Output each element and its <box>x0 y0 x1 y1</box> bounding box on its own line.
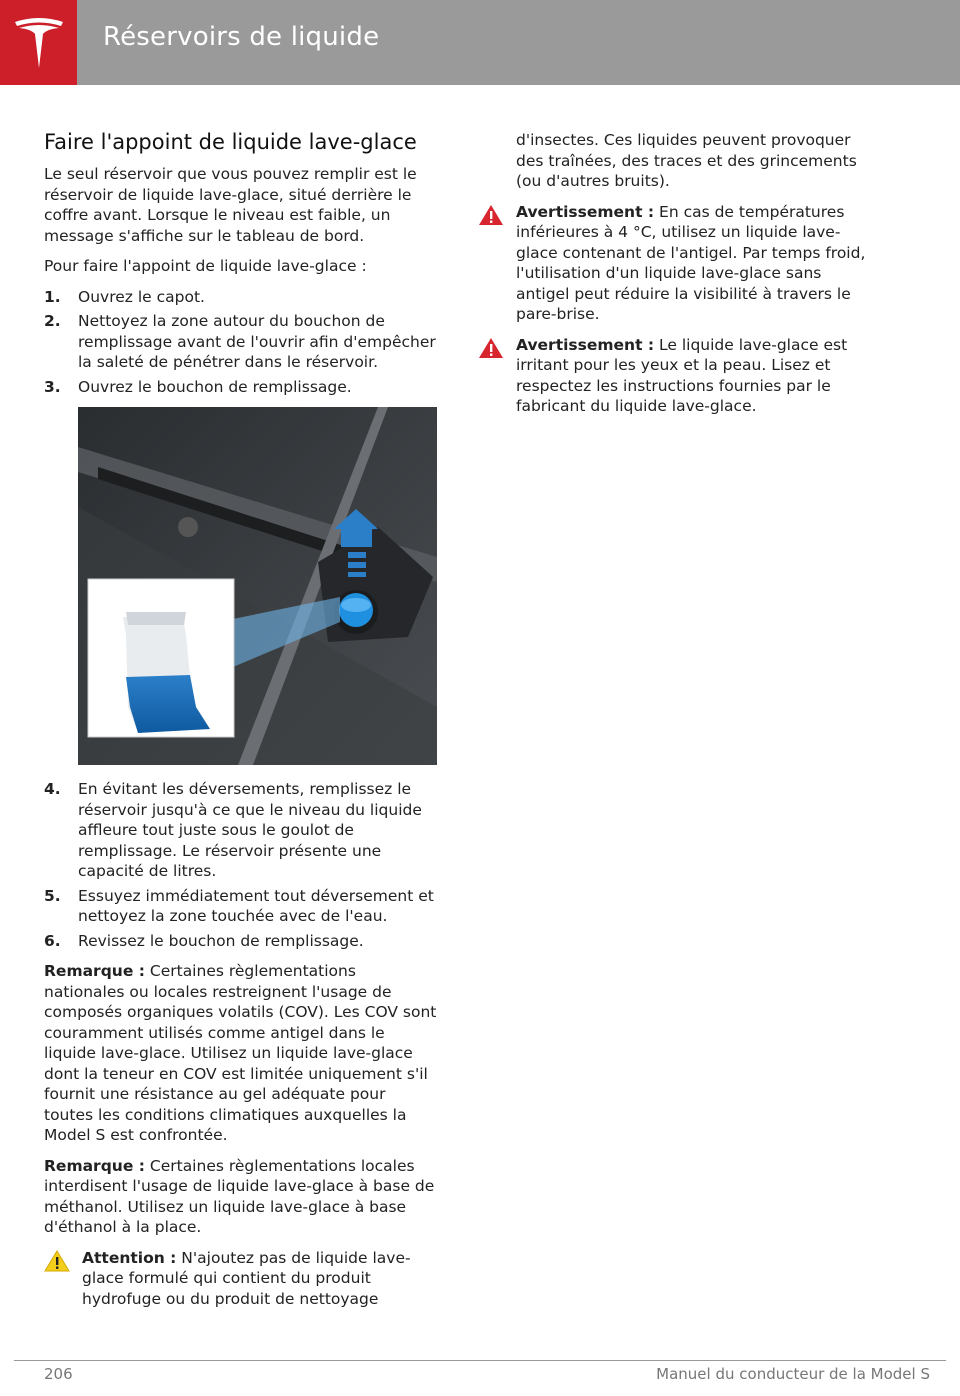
warning-text: En cas de températures inférieures à 4 °C, utilisez un liquide lave-glace contenant de l'antigel. Par temps froid, l'utilisation d'un liquide lave-glace sans antigel peut réduire la visibilité à travers le pare-brise. <box>516 202 866 323</box>
step-text: Revissez le bouchon de remplissage. <box>78 931 364 950</box>
page-title: Réservoirs de liquide <box>103 22 380 52</box>
tesla-logo-icon <box>13 16 65 70</box>
footer-title: Manuel du conducteur de la Model S <box>656 1365 930 1383</box>
step-text: Essuyez immédiatement tout déversement et nettoyez la zone touchée avec de l'eau. <box>78 886 434 925</box>
continued-text: d'insectes. Ces liquides peuvent provoquer des traînées, des traces et des grincements (ou d'autres bruits). <box>516 131 857 190</box>
step-number: 4. <box>44 780 61 798</box>
warning-triangle-icon <box>478 335 516 417</box>
footer-divider <box>14 1360 946 1361</box>
list-item <box>44 931 439 952</box>
washer-reservoir-illustration <box>78 407 437 765</box>
list-item <box>44 311 439 373</box>
list-item <box>44 377 439 398</box>
note-text: Certaines règlementations nationales ou locales restreignent l'usage de composés organiques volatils (COV). Les COV sont couramment utilisés comme antigel dans le liquide lave-glace. Utilisez un liquide lave-glace dont la teneur en COV est limitée uniquement s'il fournit une résistance au gel adéquate pour toutes les conditions climatiques auxquelles la Model S est confrontée. <box>44 962 437 1144</box>
step-text: Ouvrez le capot. <box>78 287 205 306</box>
section-heading: Faire l'appoint de liquide lave-glace <box>44 130 417 154</box>
list-item <box>44 779 439 882</box>
right-column <box>478 130 878 427</box>
note-label: Remarque : <box>44 962 145 980</box>
warning-label: Avertissement : <box>516 202 655 221</box>
intro-paragraph: Le seul réservoir que vous pouvez remplir est le réservoir de liquide lave-glace, situé derrière le coffre avant. Lorsque le niveau est faible, un message s'affiche sur le tableau de bord. <box>44 165 417 245</box>
list-item <box>44 886 439 927</box>
step-number: 2. <box>44 312 61 330</box>
step-number: 1. <box>44 287 61 306</box>
step-text: En évitant les déversements, remplissez le réservoir jusqu'à ce que le niveau du liquide affleure tout juste sous le goulot de remplissage. Le réservoir présente une capacité de litres. <box>78 780 422 880</box>
note-text: Certaines règlementations locales interdisent l'usage de liquide lave-glace à base de méthanol. Utilisez un liquide lave-glace à base d'éthanol à la place. <box>44 1156 435 1236</box>
list-item <box>44 287 439 308</box>
warning-callout <box>478 202 878 325</box>
tesla-logo <box>0 0 77 85</box>
caution-callout <box>44 1248 439 1310</box>
page-header <box>0 0 960 85</box>
step-number: 3. <box>44 377 61 396</box>
left-column <box>44 130 439 1319</box>
note-paragraph <box>44 1156 439 1238</box>
caution-triangle-icon <box>44 1248 82 1310</box>
step-text: Ouvrez le bouchon de remplissage. <box>78 377 352 396</box>
warning-triangle-icon <box>478 202 516 325</box>
caution-text: N'ajoutez pas de liquide lave-glace formulé qui contient du produit hydrofuge ou du produit de nettoyage <box>82 1248 411 1308</box>
lead-paragraph: Pour faire l'appoint de liquide lave-glace : <box>44 257 367 275</box>
step-number: 5. <box>44 886 61 905</box>
caution-label: Attention : <box>82 1248 177 1267</box>
steps-list-b <box>44 779 439 951</box>
page-number: 206 <box>44 1365 73 1383</box>
step-number: 6. <box>44 931 61 950</box>
step-text: Nettoyez la zone autour du bouchon de remplissage avant de l'ouvrir afin d'empêcher la saleté de pénétrer dans le réservoir. <box>78 312 436 371</box>
warning-label: Avertissement : <box>516 335 655 354</box>
note-label: Remarque : <box>44 1156 145 1175</box>
warning-callout <box>478 335 878 417</box>
note-paragraph <box>44 961 439 1146</box>
warning-text: Le liquide lave-glace est irritant pour les yeux et la peau. Lisez et respectez les instructions fournies par le fabricant du liquide lave-glace. <box>516 335 848 415</box>
steps-list-a <box>44 287 439 398</box>
